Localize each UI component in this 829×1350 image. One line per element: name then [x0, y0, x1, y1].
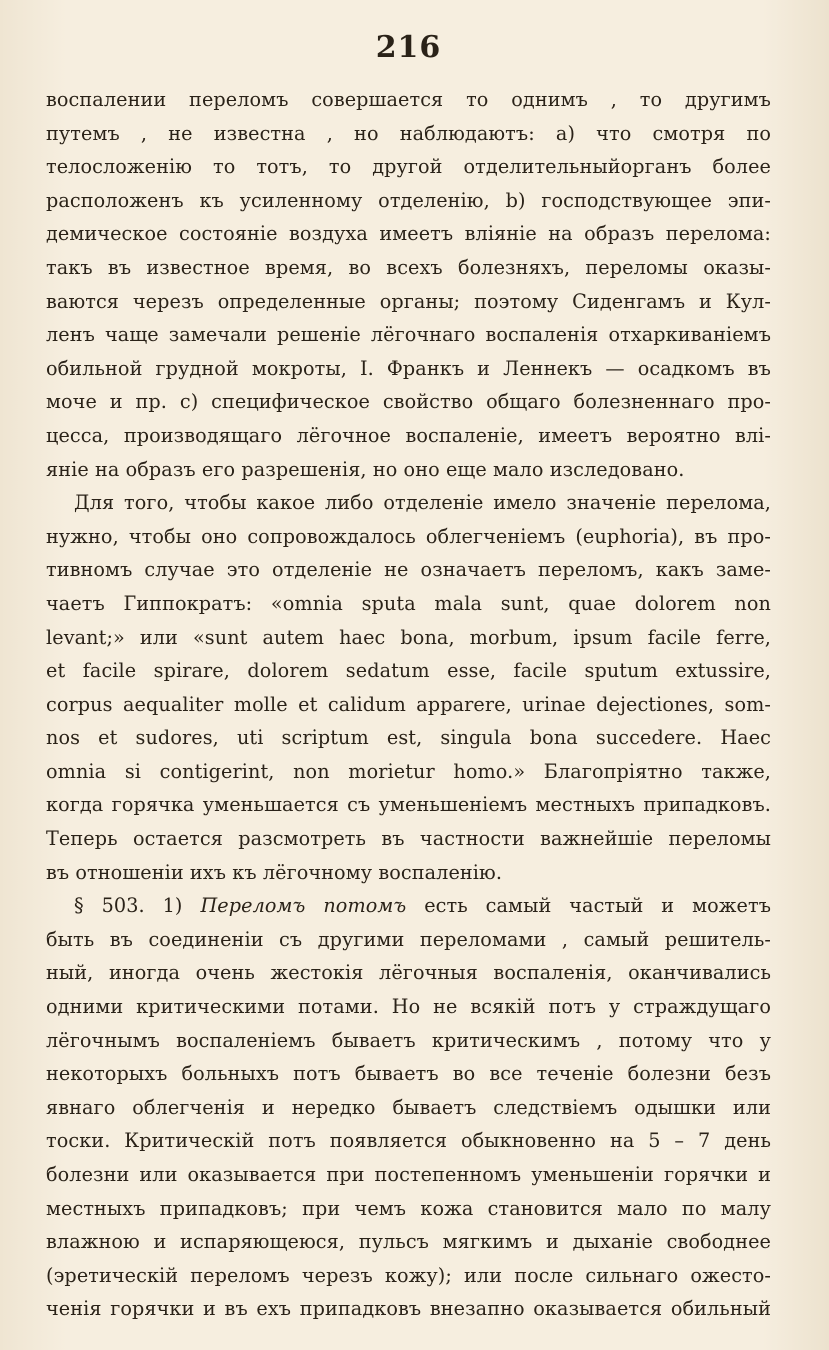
text-line: обильной грудной мокроты, I. Франкъ и Леннекъ — осадкомъ въ — [46, 356, 771, 380]
text-line: некоторыхъ больныхъ потъ бываетъ во все теченіе болезни безъ — [46, 1062, 771, 1086]
text-line: быть въ соединеніи съ другими переломами , самый решитель- — [46, 927, 771, 951]
text-line: явнаго облегченія и нередко бываетъ следствіемъ одышки или — [46, 1095, 771, 1119]
section-heading-rest: есть самый частый и можетъ — [406, 894, 771, 918]
body-text — [46, 83, 771, 1326]
text-line: Теперь остается разсмотреть въ частности важнейшіе переломы — [46, 827, 771, 851]
text-line: ленъ чаще замечали решеніе лёгочнаго воспаленія отхаркиваніемъ — [46, 323, 771, 347]
text-line: corpus aequaliter molle et calidum apparere, urinae dejectiones, som- — [46, 692, 771, 716]
text-line: одними критическими потами. Но не всякій потъ у страждущаго — [46, 995, 771, 1019]
section-number: § 503. 1) — [74, 894, 201, 918]
text-line: тивномъ случае это отделеніе не означаетъ переломъ, какъ заме- — [46, 558, 771, 582]
text-line: такъ въ известное время, во всехъ болезняхъ, переломы оказы- — [46, 255, 771, 279]
section-heading-line — [46, 889, 771, 923]
text-line: демическое состояніе воздуха имеетъ вліяніе на образъ перелома: — [46, 222, 771, 246]
text-line: путемъ , не известна , но наблюдаютъ: a) что смотря по — [46, 121, 771, 145]
text-line: расположенъ къ усиленному отделенію, b) господствующее эпи- — [46, 188, 771, 212]
text-line: omnia si contigerint, non morietur homo.» Благопріятно также, — [46, 759, 771, 783]
text-line: телосложенію то тотъ, то другой отделительныйорганъ более — [46, 155, 771, 179]
text-line: ваются черезъ определенные органы; поэтому Сиденгамъ и Кул- — [46, 289, 771, 313]
text-line: болезни или оказывается при постепенномъ уменьшеніи горячки и — [46, 1163, 771, 1186]
text-line: ный, иногда очень жестокія лёгочныя воспаленія, оканчивались — [46, 961, 771, 985]
text-line: цесса, производящаго лёгочное воспаленіе, имеетъ вероятно влі- — [46, 423, 771, 447]
text-line: нужно, чтобы оно сопровождалось облегченіемъ (euphoria), въ про- — [46, 524, 771, 548]
page-number: 216 — [375, 30, 442, 65]
text-line: моче и пр. c) специфическое свойство общаго болезненнаго про- — [46, 390, 771, 414]
text-line: чаетъ Гиппократъ: «omnia sputa mala sunt, quae dolorem non — [46, 591, 771, 615]
text-line: (эретическій переломъ черезъ кожу); или после сильнаго ожесто- — [46, 1263, 771, 1287]
text-line: местныхъ припадковъ; при чемъ кожа становится мало по малу — [46, 1196, 771, 1220]
text-line: et facile spirare, dolorem sedatum esse, facile sputum extussire, — [46, 659, 771, 683]
text-line: nos et sudores, uti scriptum est, singula bona succedere. Haec — [46, 726, 771, 750]
text-line: когда горячка уменьшается съ уменьшеніемъ местныхъ припадковъ. — [46, 793, 771, 817]
text-line: яніе на образъ его разрешенія, но оно еще мало изследовано. — [46, 457, 685, 481]
text-line: тоски. Критическій потъ появляется обыкновенно на 5 – 7 день — [46, 1129, 771, 1153]
text-line: влажною и испаряющеюся, пульсъ мягкимъ и дыханіе свободнее — [46, 1230, 771, 1254]
section-title: Переломъ потомъ — [200, 894, 407, 918]
text-line: въ отношеніи ихъ къ лёгочному воспаленію. — [46, 860, 503, 884]
text-line: воспалении переломъ совершается то однимъ , то другимъ — [46, 88, 771, 111]
text-line: levant;» или «sunt autem haec bona, morbum, ipsum facile ferre, — [46, 625, 771, 649]
text-line: ченія горячки и въ ехъ припадковъ внезапно оказывается обильный — [46, 1297, 771, 1321]
text-line: Для того, чтобы какое либо отделеніе имело значеніе перелома, — [74, 491, 771, 515]
text-line: лёгочнымъ воспаленіемъ бываетъ критическимъ , потому что у — [46, 1028, 771, 1052]
